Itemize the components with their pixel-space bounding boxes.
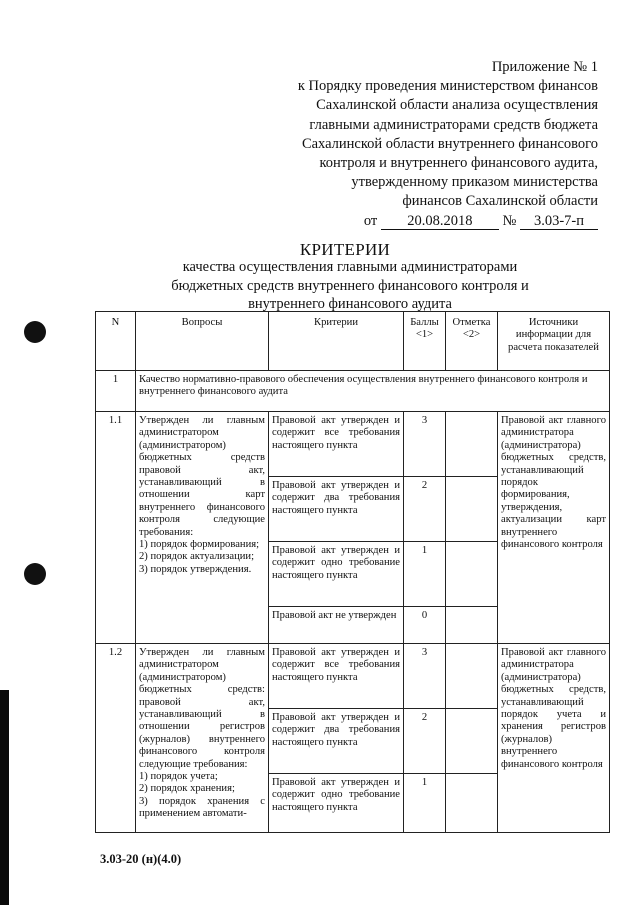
- appendix-line: контроля и внутреннего финансового аудита,: [319, 155, 598, 172]
- subtitle-line: качества осуществления главными администраторами: [182, 259, 518, 275]
- header-mark: Отметка <2>: [446, 312, 498, 371]
- criterion-text: Правовой акт утвержден и содержит все требования настоящего пункта: [269, 412, 404, 477]
- subtitle-line: внутреннего финансового аудита: [248, 296, 452, 312]
- appendix-line: Приложение № 1: [491, 59, 598, 75]
- question-cell: [136, 412, 269, 644]
- section-number: 1: [96, 371, 136, 412]
- criterion-score: 1: [404, 542, 446, 607]
- row-number: 1.2: [96, 644, 136, 833]
- criterion-score: 2: [404, 709, 446, 774]
- header-questions: Вопросы: [136, 312, 269, 371]
- criterion-mark: [446, 412, 498, 477]
- appendix-line: финансов Сахалинской области: [402, 193, 598, 210]
- source-cell: Правовой акт главного администратора (администратора) бюджетных средств, устанавливающий порядок формирования, утверждения, актуализации карт внутреннего финансового контроля: [498, 412, 610, 644]
- criterion-text: Правовой акт утвержден и содержит два требования настоящего пункта: [269, 477, 404, 542]
- punch-hole-top: [24, 321, 46, 343]
- criterion-text: Правовой акт не утвержден: [269, 607, 404, 644]
- document-title: КРИТЕРИИ: [299, 240, 391, 259]
- number-prefix: №: [502, 212, 517, 229]
- header-n: N: [96, 312, 136, 371]
- criterion-score: 0: [404, 607, 446, 644]
- row-number: 1.1: [96, 412, 136, 644]
- order-date: 20.08.2018: [381, 214, 499, 230]
- appendix-line: главными администраторами средств бюджета: [309, 116, 598, 133]
- criterion-text: Правовой акт утвержден и содержит одно требование настоящего пункта: [269, 774, 404, 833]
- criterion-mark: [446, 477, 498, 542]
- document-code: 3.03-20 (н)(4.0): [100, 852, 182, 866]
- table-row: [96, 412, 610, 477]
- criterion-score: 2: [404, 477, 446, 542]
- appendix-line: к Порядку проведения министерством финансов: [297, 78, 598, 95]
- question-text: Утвержден ли главным администратором (администратором) бюджетных средств правовой акт, устанавливающий в отношении карт внутреннего финансового контроля следующие требования:: [139, 415, 265, 538]
- header-score: Баллы <1>: [404, 312, 446, 371]
- criterion-mark: [446, 607, 498, 644]
- date-prefix: от: [363, 212, 378, 229]
- criterion-score: 3: [404, 412, 446, 477]
- criterion-score: 1: [404, 774, 446, 833]
- document-subtitle: [120, 258, 580, 314]
- criterion-text: Правовой акт утвержден и содержит все требования настоящего пункта: [269, 644, 404, 709]
- table-row: [96, 644, 610, 709]
- table-header-row: [96, 312, 610, 371]
- criterion-mark: [446, 774, 498, 833]
- section-title: Качество нормативно-правового обеспечения осуществления внутреннего финансового контроля и внутреннего финансового аудита: [136, 371, 610, 412]
- appendix-header: [238, 58, 598, 231]
- criterion-mark: [446, 709, 498, 774]
- punch-hole-bottom: [24, 563, 46, 585]
- order-date-number: [238, 212, 598, 231]
- criterion-mark: [446, 542, 498, 607]
- question-cell: [136, 644, 269, 833]
- criterion-mark: [446, 644, 498, 709]
- criterion-text: Правовой акт утвержден и содержит одно требование настоящего пункта: [269, 542, 404, 607]
- question-text: Утвержден ли главным администратором (администратором) бюджетных средств: правовой акт, устанавливающий в отношении регистров (журналов) внутреннего финансового контроля следующие требования:: [139, 647, 265, 770]
- appendix-line: Сахалинской области внутреннего финансового: [301, 135, 598, 152]
- appendix-line: утвержденному приказом министерства: [351, 174, 598, 191]
- header-sources: Источники информации для расчета показателей: [498, 312, 610, 371]
- subtitle-line: бюджетных средств внутреннего финансового контроля и: [171, 277, 529, 294]
- section-row: [96, 371, 610, 412]
- source-cell: Правовой акт главного администратора (администратора) бюджетных средств, устанавливающий порядок учета и хранения регистров (журналов) внутреннего финансового контроля: [498, 644, 610, 833]
- criterion-score: 3: [404, 644, 446, 709]
- scan-edge-shadow: [0, 690, 9, 905]
- order-number: 3.03-7-п: [520, 214, 598, 230]
- criteria-table: [95, 311, 610, 833]
- question-requirements: 1) порядок формирования; 2) порядок актуализации; 3) порядок утверждения.: [139, 539, 260, 575]
- question-requirements: 1) порядок учета; 2) порядок хранения; 3) порядок хранения с применением автомати-: [139, 771, 265, 820]
- header-criteria: Критерии: [269, 312, 404, 371]
- criterion-text: Правовой акт утвержден и содержит два требования настоящего пункта: [269, 709, 404, 774]
- appendix-line: Сахалинской области анализа осуществления: [316, 97, 598, 114]
